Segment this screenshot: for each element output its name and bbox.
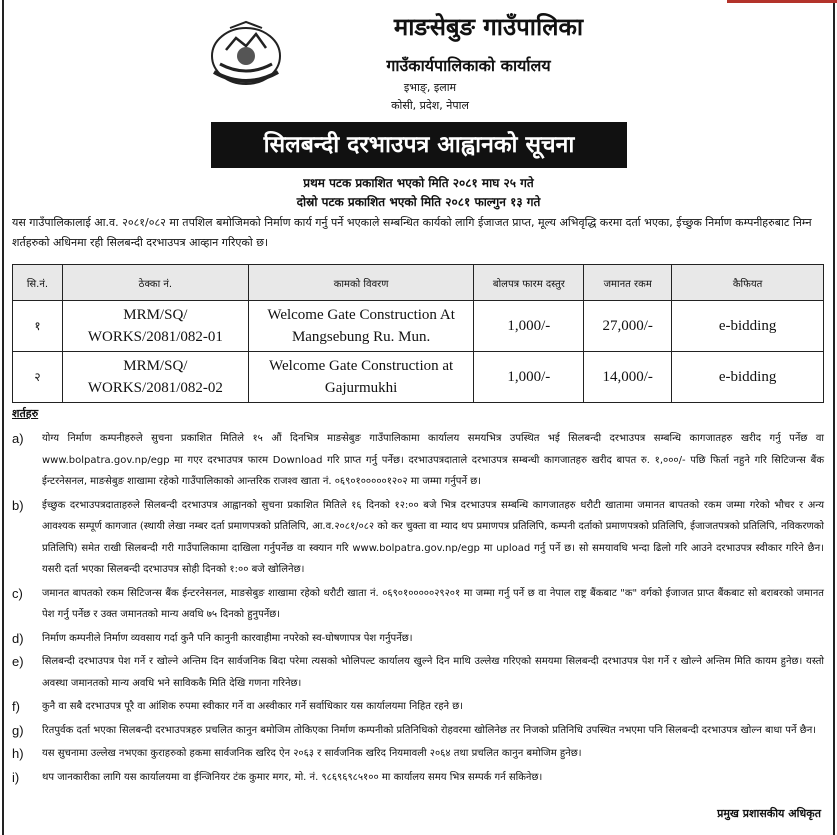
term-label: a)	[12, 431, 24, 446]
term-item-i	[12, 767, 824, 789]
tender-table	[12, 264, 824, 403]
cell-description: Welcome Gate Construction at Gajurmukhi	[248, 352, 474, 403]
col-header-sn: सि.नं.	[13, 265, 63, 301]
first-published-date: प्रथम पटक प्रकाशित भएको मिति २०८१ माघ २५ गते	[303, 176, 534, 190]
term-label: e)	[12, 654, 24, 669]
office-name: गाउँकार्यपालिकाको कार्यालय	[386, 56, 551, 75]
term-label: i)	[12, 769, 20, 785]
col-header-remarks: कैफियत	[672, 265, 824, 301]
municipality-name: माङसेबुङ गाउँपालिका	[393, 13, 584, 41]
term-text: कुनै वा सबै दरभाउपत्र पूरै वा आंशिक रुपमा स्वीकार गर्ने वा अस्वीकार गर्ने सर्वाधिकार यस कार्यालयमा निहित रहने छ।	[42, 701, 464, 712]
term-text: निर्माण कम्पनीले निर्माण व्यवसाय गर्दा कुनै पनि कानुनी कारवाहीमा नपरेको स्व-घोषणापत्र पेश गर्नुपर्नेछ।	[42, 632, 413, 644]
term-item-b	[12, 495, 824, 581]
cell-contract: MRM/SQ/ WORKS/2081/082-01	[62, 301, 248, 352]
office-province: कोसी, प्रदेश, नेपाल	[391, 99, 469, 112]
notice-title: सिलबन्दी दरभाउपत्र आह्वानको सूचना	[211, 122, 627, 168]
intro-paragraph: यस गाउँपालिकालाई आ.व. २०८१/०८२ मा तपशिल बमोजिमको निर्माण कार्य गर्नु पर्ने भएकाले सम्बन्धित कार्यको लागि ईजाजत प्राप्त, मूल्य अभिवृद्धि करमा दर्ता भएका, ईच्छुक निर्माण कम्पनीहरुबाट निम्न शर्तहरुको अधिनमा रही सिलबन्दी दरभाउपत्र आव्हान गरिएको छ।	[12, 216, 812, 249]
cell-description: Welcome Gate Construction At Mangsebung Ru. Mun.	[248, 301, 474, 352]
cell-sn: १	[13, 301, 63, 352]
term-item-h	[12, 743, 824, 765]
term-label: h)	[12, 746, 24, 761]
term-text: सिलबन्दी दरभाउपत्र पेश गर्ने र खोल्ने अन्तिम दिन सार्वजनिक बिदा परेमा त्यसको भोलिपल्ट कार्यालय खुल्ने दिन माथि उल्लेख गरिएको समयमा सिलबन्दी दरभाउपत्र पेश गर्ने र खोल्ने अन्तिम मिति कायम हुनेछ। यस्तो अवस्था जमानतको मान्य अवधि भने साविककै मिति देखि गणना गरिनेछ।	[42, 656, 824, 689]
terms-heading: शर्तहरु	[12, 407, 39, 420]
term-text: थप जानकारीका लागि यस कार्यालयमा वा ईन्जिनियर टंक कुमार मगर, मो. नं. ९८६९६९८५१०० मा कार्यालय समय भित्र सम्पर्क गर्न सकिनेछ।	[42, 771, 543, 783]
table-row	[13, 301, 824, 352]
table-row	[13, 352, 824, 403]
term-text: यस सुचनामा उल्लेख नभएका कुराहरुको हकमा सार्वजनिक खरिद ऐन २०६३ र सार्वजनिक खरिद नियमावली २०६४ तथा प्रचलित कानुन बमोजिम हुनेछ।	[42, 748, 582, 759]
col-header-security: जमानत रकम	[584, 265, 672, 301]
term-label: g)	[12, 722, 24, 738]
office-location: इभाङ्, इलाम	[403, 81, 457, 94]
cell-contract: MRM/SQ/ WORKS/2081/082-02	[62, 352, 248, 403]
term-item-f	[12, 696, 824, 718]
term-label: c)	[12, 585, 23, 601]
term-item-g	[12, 720, 824, 742]
term-item-e	[12, 651, 824, 694]
col-header-description: कामको विवरण	[248, 265, 474, 301]
term-item-d	[12, 628, 824, 650]
term-text: रितपुर्वक दर्ता भएका सिलबन्दी दरभाउपत्रहरु प्रचलित कानुन बमोजिम तोकिएका निर्माण कम्पनीको प्रतिनिधिको रोहवरमा खोलिनेछ तर निजको प्रतिनिधि उपस्थित नभएमा पनि सिलबन्दी दरभाउपत्र खोल्न बाधा पर्ने छैन।	[42, 724, 817, 736]
table-header-row	[13, 265, 824, 301]
col-header-fee: बोलपत्र फारम दस्तुर	[474, 265, 584, 301]
signatory-title: प्रमुख प्रशासकीय अधिकृत	[717, 807, 821, 820]
term-text: जमानत बापतको रकम सिटिजन्स बैंक ईन्टरनेसनल, माङसेबुङ शाखामा रहेको धरौटी खाता नं. ०६९०१०००००२९२०१ मा जम्मा गर्नु पर्ने छ वा नेपाल राष्ट्र बैंकबाट "क" वर्गको ईजाजत प्राप्त बैंकबाट सो बराबरको जमानत पेश गर्नु पर्नेछ र उक्त जमानतको मान्य अवधि ७५ दिनको हुनुपर्नेछ।	[42, 587, 824, 620]
cell-security: 14,000/-	[584, 352, 672, 403]
term-label: d)	[12, 630, 24, 646]
cell-fee: 1,000/-	[474, 352, 584, 403]
term-item-c	[12, 583, 824, 626]
term-text: ईच्छुक दरभाउपत्रदाताहरुले सिलबन्दी दरभाउपत्र आह्वानको सुचना प्रकाशित मितिले १६ दिनको १२:०० बजे भित्र दरभाउपत्र सम्बन्धि कागजातहरु धरौटी खातामा जमानत बापतको रकम जम्मा गरेको भौचर र अन्य आवश्यक सम्पूर्ण कागजात (स्थायी लेखा नम्बर दर्ता प्रमाणपत्रको प्रतिलिपि, आ.व.२०८१/०८२ को कर चुक्ता वा म्याद थप प्रमाणपत्र प्रतिलिपि, कम्पनी दर्ताको प्रमाणपत्रको प्रतिलिपि, ईजाजतपत्रको प्रतिलिपि, नविकरणको प्रतिलिपि) समेत राखी सिलबन्दी गरी गाउँपालिकामा दाखिला गर्नुपर्नेछ वा स्क्यान गरि www.bolpatra.gov.np/egp मा upload गर्नु पर्ने छ। सो समयावधि भन्दा ढिलो गरि आउने दरभाउपत्र स्वीकार गरिने छैन। यसरी दर्ता भएका सिलबन्दी दरभाउपत्र सोही दिनको १:०० बजे खोलिनेछ।	[42, 499, 824, 575]
top-accent-line	[727, 0, 837, 3]
col-header-contract: ठेक्का नं.	[62, 265, 248, 301]
term-label: b)	[12, 497, 24, 513]
cell-sn: २	[13, 352, 63, 403]
cell-fee: 1,000/-	[474, 301, 584, 352]
term-text: योग्य निर्माण कम्पनीहरुले सुचना प्रकाशित मितिले १५ औं दिनभित्र माङसेबुङ गाउँपालिकामा कार्यालय समयभित्र उपस्थित भई सिलबन्दी दरभाउपत्र सम्बन्धि कागजातहरु खरीद गर्नु पर्नेछ वा www.bolpatra.gov.np/egp मा गएर दरभाउपत्र फारम Download गरि प्राप्त गर्नु पर्नेछ। दरभाउपत्रदाताले दरभाउपत्र सम्बन्धी कागजातहरु खरीद बापत रु. १,०००/- पछि फिर्ता नहुने गरि सिटिजन्स बैंक ईन्टरनेसनल, माङसेबुङ शाखामा रहेको गाउँपालिकाको आन्तरिक राजश्व खाता नं. ०६९०१०००००१२०२ मा जम्मा गर्नुपर्ने छ।	[42, 433, 824, 487]
term-label: f)	[12, 699, 20, 714]
cell-remarks: e-bidding	[672, 301, 824, 352]
cell-security: 27,000/-	[584, 301, 672, 352]
term-item-a	[12, 428, 824, 493]
terms-list	[12, 428, 824, 790]
second-published-date: दोस्रो पटक प्रकाशित भएको मिति २०८१ फाल्गुन १३ गते	[296, 195, 541, 209]
cell-remarks: e-bidding	[672, 352, 824, 403]
